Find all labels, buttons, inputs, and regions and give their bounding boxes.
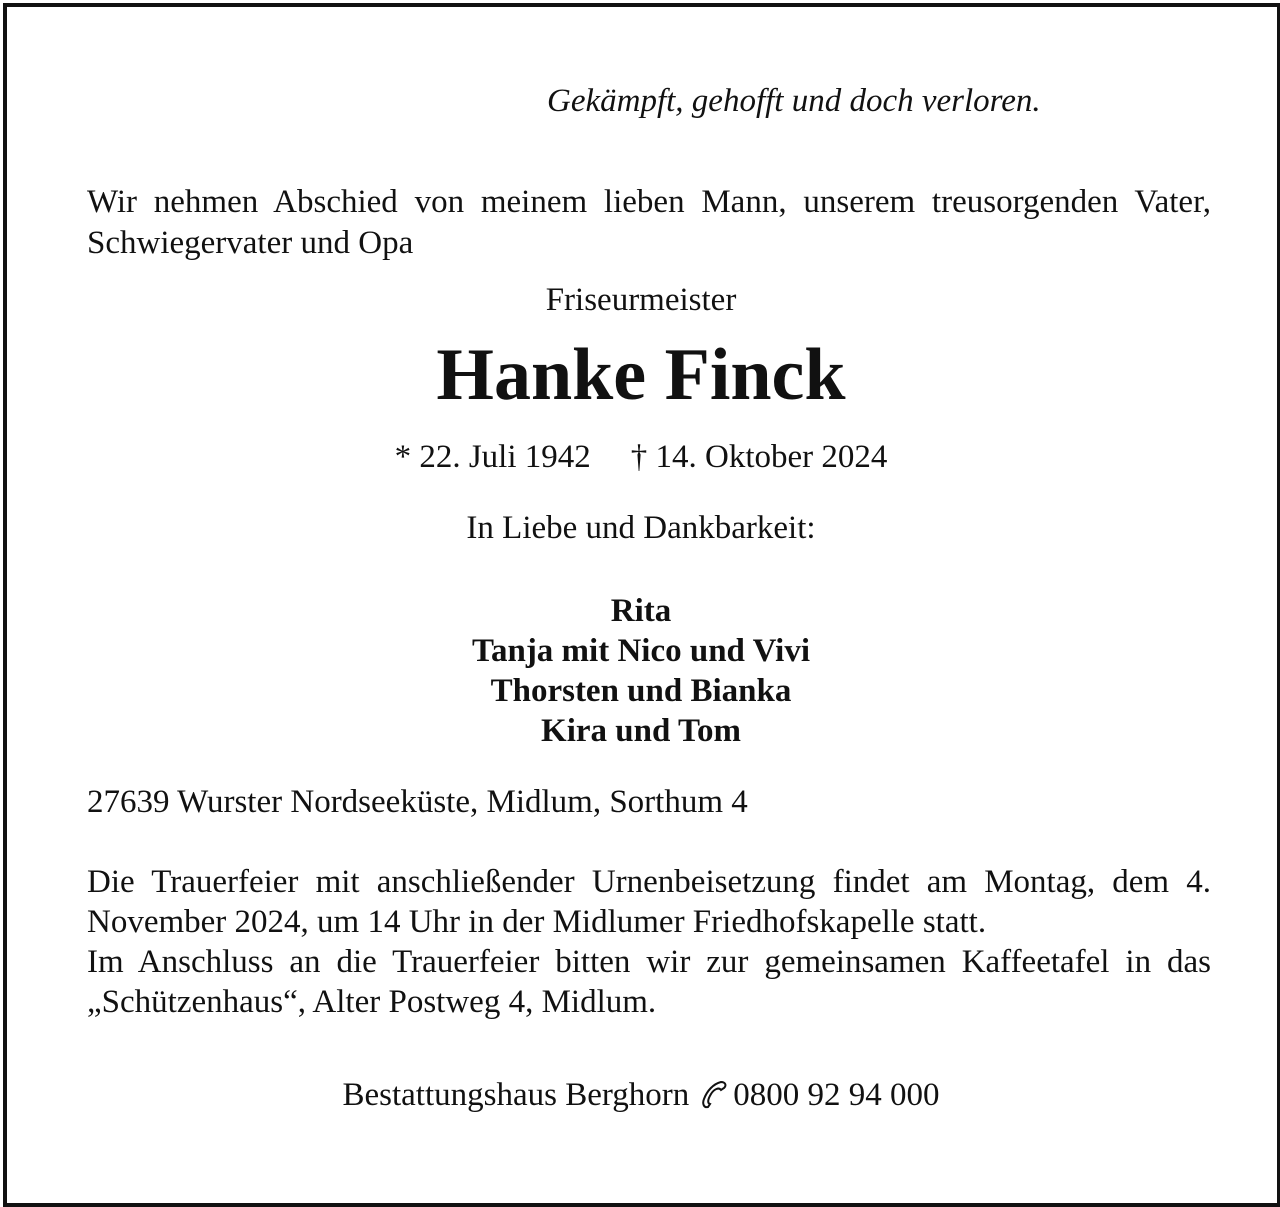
- deceased-name: Hanke Finck: [436, 334, 846, 416]
- ceremony-info: [87, 862, 1211, 1022]
- family-member: Kira und Tom: [541, 713, 741, 749]
- death-date: † 14. Oktober 2024: [630, 439, 888, 475]
- address: 27639 Wurster Nordseeküste, Midlum, Sorthum 4: [87, 784, 748, 820]
- occupation-title: Friseurmeister: [545, 282, 737, 318]
- thanks-line: In Liebe und Dankbarkeit:: [466, 510, 816, 546]
- phone-icon: [699, 1079, 729, 1109]
- family-list: [1, 591, 1280, 751]
- family-member: Rita: [610, 593, 672, 629]
- family-member: Tanja mit Nico und Vivi: [471, 633, 811, 669]
- reception-paragraph: Im Anschluss an die Trauerfeier bitten wir zur gemeinsamen Kaffeetafel in das „Schützenhaus“, Alter Postweg 4, Midlum.: [87, 944, 1211, 1020]
- family-member: Thorsten und Bianka: [490, 673, 792, 709]
- undertaker-name: Bestattungshaus Berghorn: [342, 1077, 690, 1113]
- motto: Gekämpft, gehofft und doch verloren.: [547, 83, 1041, 119]
- phone-number: 0800 92 94 000: [733, 1077, 940, 1113]
- ceremony-paragraph: Die Trauerfeier mit anschließender Urnenbeisetzung findet am Montag, dem 4. November 2024, um 14 Uhr in der Midlumer Friedhofskapelle statt.: [87, 864, 1211, 940]
- obituary-notice: [3, 3, 1280, 1207]
- undertaker-line: [1, 1077, 1280, 1114]
- birth-date: * 22. Juli 1942: [394, 439, 591, 475]
- intro-text: Wir nehmen Abschied von meinem lieben Mann, unserem treusorgenden Vater, Schwiegervater und Opa: [87, 184, 1211, 261]
- life-dates: [1, 439, 1280, 476]
